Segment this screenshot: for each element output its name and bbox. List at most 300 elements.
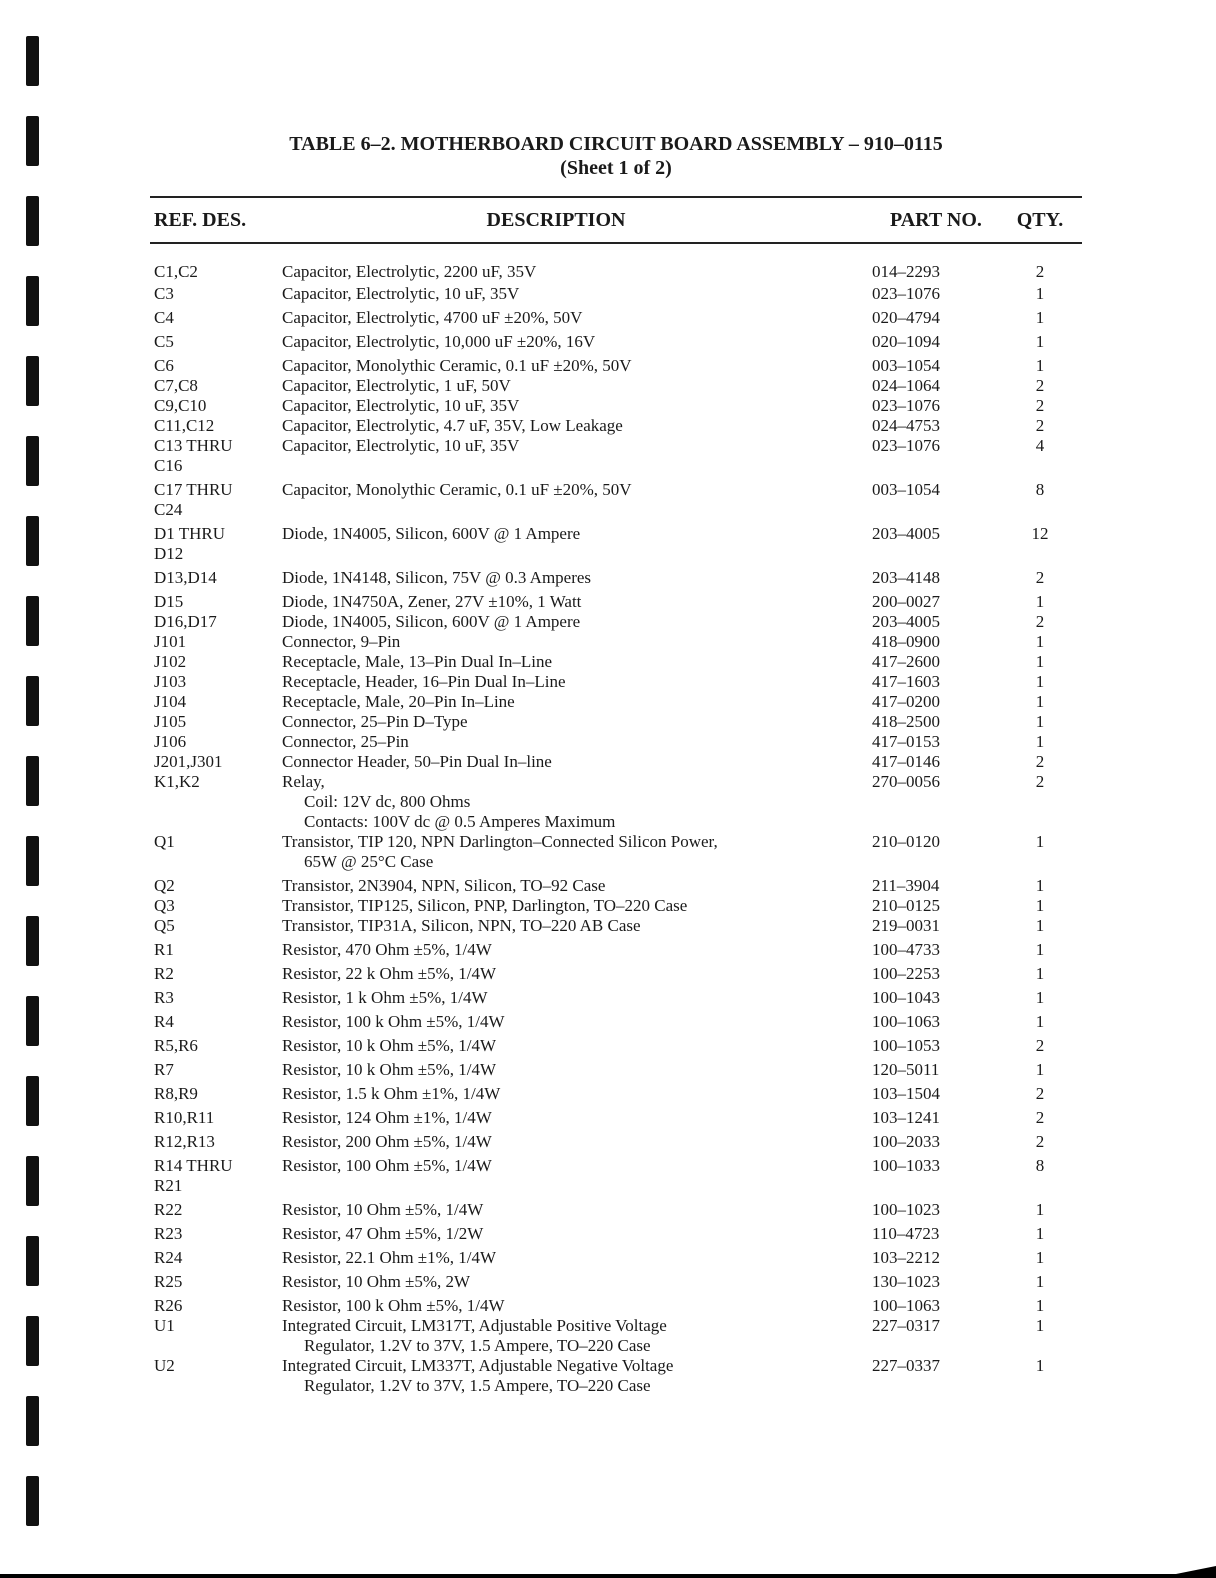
description-line: Relay, — [282, 772, 325, 791]
description-line: Resistor, 470 Ohm ±5%, 1/4W — [282, 940, 492, 959]
qty-cell: 4 — [1035, 436, 1045, 455]
binder-hole — [26, 996, 39, 1046]
table-row — [150, 916, 1082, 936]
description-line: Capacitor, Electrolytic, 10 uF, 35V — [282, 436, 520, 455]
qty-cell: 2 — [1035, 568, 1045, 587]
table-row — [150, 672, 1082, 692]
ref-des-cell — [150, 1156, 282, 1196]
ref-des-line: C9,C10 — [154, 396, 207, 415]
description-cell — [282, 988, 870, 1008]
table-row — [150, 416, 1082, 436]
ref-des-line: C4 — [154, 308, 174, 327]
ref-des-cell — [150, 772, 282, 792]
part-no-cell: 103–1241 — [872, 1108, 940, 1127]
part-no-cell: 100–1053 — [872, 1036, 940, 1055]
table-row — [150, 1356, 1082, 1396]
binder-hole — [26, 196, 39, 246]
description-line: Regulator, 1.2V to 37V, 1.5 Ampere, TO–220 Case — [304, 1336, 651, 1355]
ref-des-line: C13 THRU — [154, 436, 233, 455]
description-line: Transistor, 2N3904, NPN, Silicon, TO–92 Case — [282, 876, 606, 895]
qty-cell: 1 — [1035, 1012, 1045, 1031]
qty-cell: 1 — [1035, 732, 1045, 751]
ref-des-cell — [150, 612, 282, 632]
binder-hole — [26, 596, 39, 646]
ref-des-cell — [150, 940, 282, 960]
description-cell — [282, 612, 870, 632]
description-cell — [282, 1316, 870, 1356]
ref-des-line: R10,R11 — [154, 1108, 215, 1127]
description-cell — [282, 1356, 870, 1396]
ref-des-line: J105 — [154, 712, 187, 731]
description-line: Diode, 1N4148, Silicon, 75V @ 0.3 Amperes — [282, 568, 592, 587]
description-line: Transistor, TIP 120, NPN Darlington–Connected Silicon Power, — [282, 832, 718, 851]
description-line: Regulator, 1.2V to 37V, 1.5 Ampere, TO–220 Case — [304, 1376, 651, 1395]
ref-des-cell — [150, 652, 282, 672]
description-cell — [282, 964, 870, 984]
qty-cell: 1 — [1035, 712, 1045, 731]
ref-des-line: D1 THRU — [154, 524, 225, 543]
qty-cell: 2 — [1035, 376, 1045, 395]
header-part-no: PART NO. — [890, 208, 982, 231]
description-line: Resistor, 124 Ohm ±1%, 1/4W — [282, 1108, 492, 1127]
description-line: Connector, 25–Pin D–Type — [282, 712, 468, 731]
part-no-cell: 130–1023 — [872, 1272, 940, 1291]
description-line: Integrated Circuit, LM337T, Adjustable Negative Voltage — [282, 1356, 674, 1375]
description-cell — [282, 832, 870, 872]
description-cell — [282, 916, 870, 936]
ref-des-cell — [150, 376, 282, 396]
binder-hole — [26, 756, 39, 806]
ref-des-line: C3 — [154, 284, 174, 303]
qty-cell: 1 — [1035, 1060, 1045, 1079]
qty-cell: 1 — [1035, 1296, 1045, 1315]
qty-cell: 2 — [1035, 416, 1045, 435]
description-cell — [282, 712, 870, 732]
table-row — [150, 262, 1082, 282]
description-cell — [282, 772, 870, 832]
ref-des-cell — [150, 896, 282, 916]
ref-des-cell — [150, 876, 282, 896]
description-cell — [282, 376, 870, 396]
description-cell — [282, 876, 870, 896]
description-cell — [282, 1248, 870, 1268]
table-row — [150, 772, 1082, 832]
table-row — [150, 832, 1082, 872]
description-line: Integrated Circuit, LM317T, Adjustable Positive Voltage — [282, 1316, 667, 1335]
description-line: Diode, 1N4750A, Zener, 27V ±10%, 1 Watt — [282, 592, 582, 611]
page-corner-shadow — [1156, 1566, 1216, 1578]
part-no-cell: 417–2600 — [872, 652, 940, 671]
description-line: Resistor, 47 Ohm ±5%, 1/2W — [282, 1224, 484, 1243]
description-cell — [282, 416, 870, 436]
description-line: Capacitor, Electrolytic, 4700 uF ±20%, 50V — [282, 308, 583, 327]
qty-cell: 1 — [1035, 1272, 1045, 1291]
description-line: Diode, 1N4005, Silicon, 600V @ 1 Ampere — [282, 524, 581, 543]
description-line: Resistor, 22 k Ohm ±5%, 1/4W — [282, 964, 497, 983]
binder-hole — [26, 1156, 39, 1206]
ref-des-cell — [150, 752, 282, 772]
description-line: Capacitor, Electrolytic, 4.7 uF, 35V, Low Leakage — [282, 416, 623, 435]
ref-des-cell — [150, 712, 282, 732]
table-row — [150, 436, 1082, 476]
qty-cell: 2 — [1035, 1108, 1045, 1127]
part-no-cell: 203–4005 — [872, 612, 940, 631]
description-cell — [282, 940, 870, 960]
description-cell — [282, 1224, 870, 1244]
binder-hole — [26, 676, 39, 726]
description-line: Resistor, 22.1 Ohm ±1%, 1/4W — [282, 1248, 497, 1267]
table-row — [150, 652, 1082, 672]
qty-cell: 1 — [1035, 284, 1045, 303]
binder-hole — [26, 116, 39, 166]
ref-des-line: R25 — [154, 1272, 183, 1291]
ref-des-cell — [150, 1272, 282, 1292]
ref-des-line: Q5 — [154, 916, 175, 935]
table-row — [150, 896, 1082, 916]
part-no-cell: 120–5011 — [872, 1060, 940, 1079]
qty-cell: 12 — [1031, 524, 1049, 543]
ref-des-line: U2 — [154, 1356, 175, 1375]
binder-hole — [26, 1236, 39, 1286]
description-cell — [282, 396, 870, 416]
description-cell — [282, 1296, 870, 1316]
qty-cell: 1 — [1035, 672, 1045, 691]
ref-des-line: J106 — [154, 732, 187, 751]
description-line: Diode, 1N4005, Silicon, 600V @ 1 Ampere — [282, 612, 581, 631]
part-no-cell: 023–1076 — [872, 436, 940, 455]
ref-des-cell — [150, 732, 282, 752]
description-cell — [282, 284, 870, 304]
ref-des-line: R2 — [154, 964, 174, 983]
qty-cell: 1 — [1035, 356, 1045, 375]
description-line: Capacitor, Electrolytic, 2200 uF, 35V — [282, 262, 537, 281]
qty-cell: 8 — [1035, 480, 1045, 499]
ref-des-line: C11,C12 — [154, 416, 215, 435]
description-cell — [282, 732, 870, 752]
ref-des-cell — [150, 284, 282, 304]
ref-des-cell — [150, 964, 282, 984]
page-bottom-edge — [0, 1574, 1216, 1578]
description-cell — [282, 652, 870, 672]
binder-hole — [26, 276, 39, 326]
part-no-cell: 418–0900 — [872, 632, 940, 651]
ref-des-cell — [150, 1224, 282, 1244]
part-no-cell: 100–1063 — [872, 1296, 940, 1315]
part-no-cell: 110–4723 — [872, 1224, 940, 1243]
ref-des-line: C17 THRU — [154, 480, 233, 499]
qty-cell: 1 — [1035, 964, 1045, 983]
ref-des-line: Q3 — [154, 896, 175, 915]
qty-cell: 1 — [1035, 1356, 1045, 1375]
ref-des-cell — [150, 1036, 282, 1056]
table-row — [150, 692, 1082, 712]
ref-des-line: J104 — [154, 692, 187, 711]
binder-hole — [26, 356, 39, 406]
header-description: DESCRIPTION — [486, 208, 626, 231]
description-cell — [282, 1272, 870, 1292]
description-line: Resistor, 10 Ohm ±5%, 1/4W — [282, 1200, 484, 1219]
description-line: Resistor, 200 Ohm ±5%, 1/4W — [282, 1132, 492, 1151]
description-line: Capacitor, Monolythic Ceramic, 0.1 uF ±20%, 50V — [282, 480, 632, 499]
description-line: Resistor, 100 k Ohm ±5%, 1/4W — [282, 1012, 505, 1031]
ref-des-cell — [150, 1060, 282, 1080]
ref-des-cell — [150, 1316, 282, 1336]
qty-cell: 2 — [1035, 396, 1045, 415]
part-no-cell: 417–0200 — [872, 692, 940, 711]
description-cell — [282, 436, 870, 456]
description-cell — [282, 1084, 870, 1104]
qty-cell: 1 — [1035, 940, 1045, 959]
header-ref-des: REF. DES. — [154, 208, 247, 231]
qty-cell: 2 — [1035, 262, 1045, 281]
ref-des-cell — [150, 1296, 282, 1316]
table-row — [150, 1108, 1082, 1128]
table-row — [150, 988, 1082, 1008]
binder-hole — [26, 516, 39, 566]
part-no-cell: 100–4733 — [872, 940, 940, 959]
ref-des-line: D16,D17 — [154, 612, 217, 631]
part-no-cell: 210–0120 — [872, 832, 940, 851]
part-no-cell: 270–0056 — [872, 772, 940, 791]
qty-cell: 2 — [1035, 1132, 1045, 1151]
part-no-cell: 024–1064 — [872, 376, 940, 395]
table-row — [150, 1248, 1082, 1268]
part-no-cell: 210–0125 — [872, 896, 940, 915]
ref-des-cell — [150, 332, 282, 352]
description-line: Contacts: 100V dc @ 0.5 Amperes Maximum — [304, 812, 616, 831]
table-row — [150, 376, 1082, 396]
description-line: Resistor, 100 Ohm ±5%, 1/4W — [282, 1156, 492, 1175]
qty-cell: 1 — [1035, 332, 1045, 351]
ref-des-cell — [150, 308, 282, 328]
table-row — [150, 752, 1082, 772]
description-cell — [282, 672, 870, 692]
description-line: Connector, 25–Pin — [282, 732, 409, 751]
description-cell — [282, 1156, 870, 1176]
part-no-cell: 100–1063 — [872, 1012, 940, 1031]
ref-des-line: R23 — [154, 1224, 183, 1243]
description-cell — [282, 752, 870, 772]
qty-cell: 1 — [1035, 1248, 1045, 1267]
table-row — [150, 1084, 1082, 1104]
ref-des-cell — [150, 1200, 282, 1220]
binder-holes — [26, 0, 40, 1578]
ref-des-cell — [150, 1012, 282, 1032]
description-line: Capacitor, Electrolytic, 10 uF, 35V — [282, 284, 520, 303]
qty-cell: 1 — [1035, 988, 1045, 1007]
description-line: Resistor, 100 k Ohm ±5%, 1/4W — [282, 1296, 505, 1315]
description-cell — [282, 1060, 870, 1080]
qty-cell: 1 — [1035, 692, 1045, 711]
part-no-cell: 417–1603 — [872, 672, 940, 691]
ref-des-line: Q1 — [154, 832, 175, 851]
description-cell — [282, 1200, 870, 1220]
description-line: Resistor, 1.5 k Ohm ±1%, 1/4W — [282, 1084, 501, 1103]
header-bottom-rule — [150, 242, 1082, 244]
ref-des-cell — [150, 672, 282, 692]
description-cell — [282, 692, 870, 712]
binder-hole — [26, 1396, 39, 1446]
qty-cell: 1 — [1035, 1224, 1045, 1243]
table-row — [150, 964, 1082, 984]
ref-des-cell — [150, 1132, 282, 1152]
description-line: Capacitor, Monolythic Ceramic, 0.1 uF ±20%, 50V — [282, 356, 632, 375]
ref-des-line: C6 — [154, 356, 174, 375]
table-row — [150, 284, 1082, 304]
table-row — [150, 308, 1082, 328]
qty-cell: 2 — [1035, 772, 1045, 791]
table-row — [150, 1060, 1082, 1080]
part-no-cell: 003–1054 — [872, 356, 940, 375]
table-row — [150, 732, 1082, 752]
table-row — [150, 480, 1082, 520]
ref-des-line: R8,R9 — [154, 1084, 198, 1103]
table-row — [150, 592, 1082, 612]
ref-des-line: R7 — [154, 1060, 174, 1079]
ref-des-cell — [150, 1248, 282, 1268]
part-no-cell: 227–0337 — [872, 1356, 940, 1375]
qty-cell: 1 — [1035, 652, 1045, 671]
table-row — [150, 940, 1082, 960]
ref-des-line: R26 — [154, 1296, 183, 1315]
ref-des-cell — [150, 356, 282, 376]
ref-des-cell — [150, 524, 282, 564]
ref-des-cell — [150, 480, 282, 520]
description-cell — [282, 1036, 870, 1056]
part-no-cell: 103–2212 — [872, 1248, 940, 1267]
part-no-cell: 023–1076 — [872, 284, 940, 303]
header-qty: QTY. — [1016, 208, 1064, 231]
ref-des-line: R21 — [154, 1176, 183, 1195]
description-line: Receptacle, Male, 13–Pin Dual In–Line — [282, 652, 553, 671]
ref-des-line: R3 — [154, 988, 174, 1007]
description-cell — [282, 1132, 870, 1152]
description-cell — [282, 356, 870, 376]
part-no-cell: 219–0031 — [872, 916, 940, 935]
qty-cell: 2 — [1035, 612, 1045, 631]
ref-des-line: R5,R6 — [154, 1036, 198, 1055]
part-no-cell: 417–0153 — [872, 732, 940, 751]
description-cell — [282, 896, 870, 916]
table-row — [150, 1224, 1082, 1244]
binder-hole — [26, 1476, 39, 1526]
qty-cell: 1 — [1035, 916, 1045, 935]
part-no-cell: 203–4148 — [872, 568, 940, 587]
ref-des-line: J102 — [154, 652, 187, 671]
table-sheet-label: (Sheet 1 of 2) — [560, 157, 672, 179]
description-cell — [282, 1012, 870, 1032]
part-no-cell: 024–4753 — [872, 416, 940, 435]
ref-des-line: R22 — [154, 1200, 183, 1219]
part-no-cell: 020–4794 — [872, 308, 940, 327]
qty-cell: 1 — [1035, 896, 1045, 915]
table-row — [150, 1316, 1082, 1356]
description-cell — [282, 480, 870, 500]
table-row — [150, 332, 1082, 352]
ref-des-line: R4 — [154, 1012, 174, 1031]
part-no-cell: 100–2253 — [872, 964, 940, 983]
qty-cell: 1 — [1035, 1316, 1045, 1335]
ref-des-line: C24 — [154, 500, 183, 519]
table-row — [150, 524, 1082, 564]
description-line: Capacitor, Electrolytic, 1 uF, 50V — [282, 376, 511, 395]
ref-des-line: J103 — [154, 672, 187, 691]
ref-des-cell — [150, 396, 282, 416]
binder-hole — [26, 916, 39, 966]
description-line: Resistor, 10 Ohm ±5%, 2W — [282, 1272, 471, 1291]
qty-cell: 2 — [1035, 1036, 1045, 1055]
binder-hole — [26, 436, 39, 486]
ref-des-line: D12 — [154, 544, 184, 563]
ref-des-line: D13,D14 — [154, 568, 217, 587]
table-row — [150, 1132, 1082, 1152]
table-row — [150, 1156, 1082, 1196]
description-cell — [282, 332, 870, 352]
qty-cell: 8 — [1035, 1156, 1045, 1175]
part-no-cell: 100–2033 — [872, 1132, 940, 1151]
description-line: Coil: 12V dc, 800 Ohms — [304, 792, 471, 811]
part-no-cell: 417–0146 — [872, 752, 940, 771]
description-line: Receptacle, Header, 16–Pin Dual In–Line — [282, 672, 566, 691]
table-row — [150, 1296, 1082, 1316]
ref-des-line: C5 — [154, 332, 174, 351]
ref-des-cell — [150, 632, 282, 652]
ref-des-cell — [150, 568, 282, 588]
table-row — [150, 612, 1082, 632]
part-no-cell: 020–1094 — [872, 332, 940, 351]
table-row — [150, 632, 1082, 652]
part-no-cell: 100–1043 — [872, 988, 940, 1007]
binder-hole — [26, 36, 39, 86]
description-cell — [282, 308, 870, 328]
ref-des-line: C16 — [154, 456, 183, 475]
ref-des-line: U1 — [154, 1316, 175, 1335]
ref-des-line: R14 THRU — [154, 1156, 233, 1175]
description-line: Capacitor, Electrolytic, 10 uF, 35V — [282, 396, 520, 415]
ref-des-cell — [150, 832, 282, 852]
part-no-cell: 100–1023 — [872, 1200, 940, 1219]
ref-des-cell — [150, 592, 282, 612]
description-line: Resistor, 10 k Ohm ±5%, 1/4W — [282, 1060, 497, 1079]
description-line: Transistor, TIP125, Silicon, PNP, Darlington, TO–220 Case — [282, 896, 688, 915]
part-no-cell: 023–1076 — [872, 396, 940, 415]
description-line: Connector, 9–Pin — [282, 632, 401, 651]
description-line: Resistor, 10 k Ohm ±5%, 1/4W — [282, 1036, 497, 1055]
ref-des-line: R1 — [154, 940, 174, 959]
part-no-cell: 014–2293 — [872, 262, 940, 281]
qty-cell: 1 — [1035, 832, 1045, 851]
table-title: TABLE 6–2. MOTHERBOARD CIRCUIT BOARD ASSEMBLY – 910–0115 — [289, 133, 943, 155]
ref-des-line: K1,K2 — [154, 772, 200, 791]
part-no-cell: 203–4005 — [872, 524, 940, 543]
qty-cell: 1 — [1035, 876, 1045, 895]
description-line: Capacitor, Electrolytic, 10,000 uF ±20%, 16V — [282, 332, 596, 351]
qty-cell: 2 — [1035, 752, 1045, 771]
description-line: Resistor, 1 k Ohm ±5%, 1/4W — [282, 988, 488, 1007]
description-cell — [282, 1108, 870, 1128]
part-no-cell: 103–1504 — [872, 1084, 940, 1103]
part-no-cell: 100–1033 — [872, 1156, 940, 1175]
description-line: Receptacle, Male, 20–Pin In–Line — [282, 692, 515, 711]
qty-cell: 1 — [1035, 308, 1045, 327]
part-no-cell: 003–1054 — [872, 480, 940, 499]
description-cell — [282, 592, 870, 612]
ref-des-cell — [150, 1108, 282, 1128]
description-cell — [282, 568, 870, 588]
ref-des-line: R24 — [154, 1248, 183, 1267]
ref-des-line: Q2 — [154, 876, 175, 895]
description-line: Connector Header, 50–Pin Dual In–line — [282, 752, 552, 771]
